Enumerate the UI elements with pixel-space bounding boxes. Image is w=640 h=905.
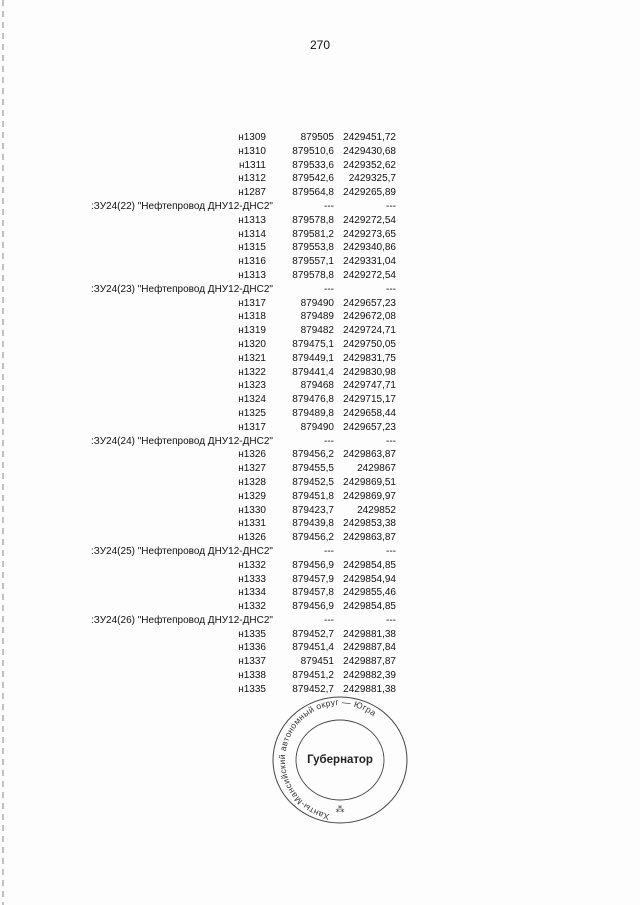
coordinate-row	[0, 655, 640, 669]
coord-y: 2429887,87	[343, 656, 396, 668]
coord-x: 879441,4	[292, 366, 334, 378]
coordinates-table	[0, 131, 640, 697]
coord-y: 2429657,23	[343, 297, 396, 309]
point-id: н1322	[238, 366, 266, 378]
coord-x: 879455,5	[292, 463, 334, 475]
coordinate-row	[0, 186, 640, 200]
coord-x: 879564,8	[292, 187, 334, 199]
coord-x: 879451,8	[292, 490, 334, 502]
coord-y: 2429331,04	[343, 256, 396, 268]
coord-y: 2429451,72	[343, 132, 396, 143]
point-id: н1317	[238, 421, 266, 433]
coord-y: 2429352,62	[343, 159, 396, 171]
coord-y: 2429747,71	[343, 380, 396, 392]
coordinate-row	[0, 352, 640, 366]
coordinate-row	[0, 241, 640, 255]
coordinate-row	[0, 145, 640, 159]
coord-y: 2429854,94	[343, 573, 396, 585]
point-id: н1314	[238, 228, 266, 240]
coordinate-row	[0, 421, 640, 435]
coordinate-row	[0, 669, 640, 683]
section-header-row	[0, 435, 640, 449]
point-id: н1326	[238, 449, 266, 461]
coord-y: 2429853,38	[343, 518, 396, 530]
coord-x: 879451	[300, 656, 334, 668]
coordinate-row	[0, 448, 640, 462]
coord-x: 879468	[300, 380, 334, 392]
coord-y: 2429867	[357, 463, 396, 475]
coord-x: 879456,9	[292, 601, 334, 613]
coordinate-row	[0, 297, 640, 311]
coord-x: 879578,8	[292, 269, 334, 281]
page-number: 270	[309, 38, 331, 52]
point-id: н1313	[238, 269, 266, 281]
coordinate-row	[0, 255, 640, 269]
coord-x: 879439,8	[292, 518, 334, 530]
coord-y: 2429340,86	[343, 242, 396, 254]
point-id: н1328	[238, 476, 266, 488]
coordinate-row	[0, 641, 640, 655]
coord-y: 2429657,23	[343, 421, 396, 433]
coord-y: 2429272,54	[343, 269, 396, 281]
section-label: :ЗУ24(24) "Нефтепровод ДНУ12-ДНС2"	[91, 435, 273, 447]
coord-y: 2429854,85	[343, 559, 396, 571]
coordinate-row	[0, 559, 640, 573]
coord-y: 2429887,84	[343, 642, 396, 654]
point-id: н1333	[238, 573, 266, 585]
coord-x: 879489,8	[292, 407, 334, 419]
point-id: н1329	[238, 490, 266, 502]
coord-y: 2429672,08	[343, 311, 396, 323]
coord-y: 2429831,75	[343, 352, 396, 364]
coord-x: 879452,7	[292, 683, 334, 695]
coord-y: ---	[386, 200, 396, 212]
coordinate-row	[0, 338, 640, 352]
coordinate-row	[0, 393, 640, 407]
coordinate-row	[0, 573, 640, 587]
point-id: н1313	[238, 214, 266, 226]
point-id: н1327	[238, 463, 266, 475]
point-id: н1324	[238, 394, 266, 406]
point-id: н1318	[238, 311, 266, 323]
coordinate-row	[0, 531, 640, 545]
coord-y: 2429855,46	[343, 587, 396, 599]
point-id: н1319	[238, 325, 266, 337]
coord-x: 879451,4	[292, 642, 334, 654]
point-id: н1338	[238, 670, 266, 682]
coord-y: 2429852	[357, 504, 396, 516]
coord-x: 879423,7	[292, 504, 334, 516]
coordinate-row	[0, 310, 640, 324]
point-id: н1332	[238, 601, 266, 613]
coord-x: ---	[324, 435, 334, 447]
coord-x: 879476,8	[292, 394, 334, 406]
section-label: :ЗУ24(23) "Нефтепровод ДНУ12-ДНС2"	[91, 283, 273, 295]
coordinate-row	[0, 600, 640, 614]
coordinate-row	[0, 366, 640, 380]
coord-y: 2429724,71	[343, 325, 396, 337]
point-id: н1331	[238, 518, 266, 530]
coord-x: 879449,1	[292, 352, 334, 364]
coord-y: 2429869,51	[343, 476, 396, 488]
coordinate-row	[0, 228, 640, 242]
svg-text:⁂: ⁂	[335, 804, 345, 814]
section-label: :ЗУ24(25) "Нефтепровод ДНУ12-ДНС2"	[91, 545, 273, 557]
coordinate-row	[0, 172, 640, 186]
coord-y: 2429325,7	[348, 173, 396, 185]
point-id: н1337	[238, 656, 266, 668]
point-id: н1311	[238, 159, 266, 171]
point-id: н1335	[238, 628, 266, 640]
point-id: н1334	[238, 587, 266, 599]
coord-x: ---	[324, 283, 334, 295]
point-id: н1287	[238, 187, 266, 199]
coord-y: 2429863,87	[343, 449, 396, 461]
coord-x: 879490	[300, 297, 334, 309]
coord-x: 879451,2	[292, 670, 334, 682]
coord-y: 2429273,65	[343, 228, 396, 240]
point-id: н1317	[238, 297, 266, 309]
coordinate-row	[0, 517, 640, 531]
coordinate-row	[0, 586, 640, 600]
coord-x: 879456,2	[292, 532, 334, 544]
point-id: н1310	[238, 145, 266, 157]
coord-y: ---	[386, 435, 396, 447]
seal-ring-text: Ханты-Мансийский автономный округ — Югра	[276, 696, 379, 822]
coord-x: ---	[324, 545, 334, 557]
coord-y: 2429750,05	[343, 338, 396, 350]
point-id: н1316	[238, 256, 266, 268]
coord-x: 879578,8	[292, 214, 334, 226]
section-label: :ЗУ24(26) "Нефтепровод ДНУ12-ДНС2"	[91, 614, 273, 626]
coord-x: 879489	[300, 311, 334, 323]
seal-title: Губернатор	[307, 754, 373, 766]
point-id: н1323	[238, 380, 266, 392]
coordinate-row	[0, 324, 640, 338]
coord-y: 2429430,68	[343, 145, 396, 157]
point-id: н1320	[238, 338, 266, 350]
coord-x: 879457,9	[292, 573, 334, 585]
coordinate-row	[0, 504, 640, 518]
coord-y: 2429265,89	[343, 187, 396, 199]
coord-x: ---	[324, 614, 334, 626]
coord-y: 2429882,39	[343, 670, 396, 682]
coordinate-row	[0, 490, 640, 504]
coordinate-row	[0, 476, 640, 490]
coord-y: ---	[386, 545, 396, 557]
coord-x: 879553,8	[292, 242, 334, 254]
coordinate-row	[0, 131, 640, 145]
coordinate-row	[0, 628, 640, 642]
coord-y: 2429830,98	[343, 366, 396, 378]
coord-x: 879457,8	[292, 587, 334, 599]
coord-x: 879456,2	[292, 449, 334, 461]
coord-x: 879581,2	[292, 228, 334, 240]
coordinate-row	[0, 159, 640, 173]
coord-y: ---	[386, 283, 396, 295]
coordinate-row	[0, 407, 640, 421]
coord-y: 2429869,97	[343, 490, 396, 502]
coord-y: ---	[386, 614, 396, 626]
coord-x: 879452,7	[292, 628, 334, 640]
point-id: н1326	[238, 532, 266, 544]
coord-y: 2429854,85	[343, 601, 396, 613]
coordinate-row	[0, 214, 640, 228]
point-id: н1332	[238, 559, 266, 571]
point-id: н1315	[238, 242, 266, 254]
coord-x: 879482	[300, 325, 334, 337]
point-id: н1325	[238, 407, 266, 419]
coord-x: 879557,1	[292, 256, 334, 268]
point-id: н1336	[238, 642, 266, 654]
coord-y: 2429863,87	[343, 532, 396, 544]
coord-y: 2429272,54	[343, 214, 396, 226]
coordinate-row	[0, 269, 640, 283]
point-id: н1330	[238, 504, 266, 516]
coord-x: 879510,6	[292, 145, 334, 157]
coord-x: ---	[324, 200, 334, 212]
section-header-row	[0, 614, 640, 628]
coordinate-row	[0, 379, 640, 393]
coord-x: 879456,9	[292, 559, 334, 571]
point-id: н1309	[238, 132, 266, 143]
point-id: н1312	[238, 173, 266, 185]
coord-x: 879490	[300, 421, 334, 433]
coord-y: 2429881,38	[343, 628, 396, 640]
coord-y: 2429881,38	[343, 683, 396, 695]
coord-x: 879533,6	[292, 159, 334, 171]
point-id: н1321	[238, 352, 266, 364]
point-id: н1335	[238, 683, 266, 695]
coord-y: 2429658,44	[343, 407, 396, 419]
coord-x: 879542,6	[292, 173, 334, 185]
coord-x: 879475,1	[292, 338, 334, 350]
section-header-row	[0, 545, 640, 559]
section-header-row	[0, 200, 640, 214]
coordinate-row	[0, 462, 640, 476]
section-header-row	[0, 283, 640, 297]
coord-y: 2429715,17	[343, 394, 396, 406]
section-label: :ЗУ24(22) "Нефтепровод ДНУ12-ДНС2"	[91, 200, 273, 212]
coord-x: 879452,5	[292, 476, 334, 488]
coord-x: 879505	[300, 132, 334, 143]
governor-seal	[270, 694, 410, 826]
